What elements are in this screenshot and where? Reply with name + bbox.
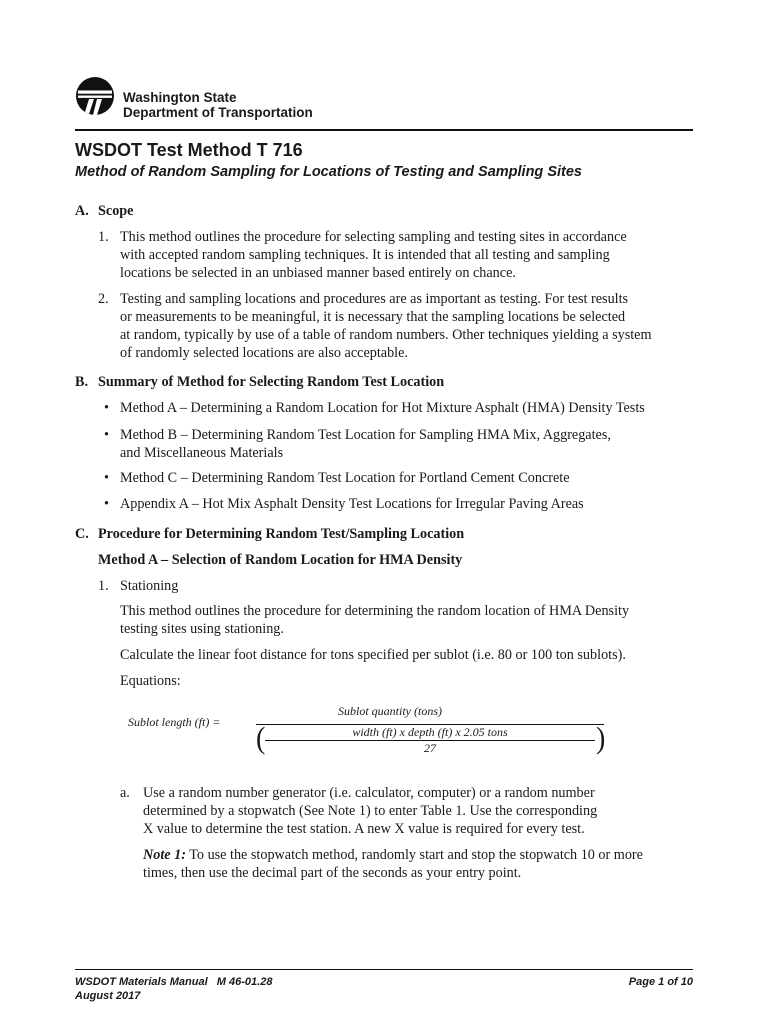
- footer-date: August 2017: [75, 990, 141, 1002]
- wsdot-logo-icon: [75, 76, 115, 116]
- scope-item-2-line-2: or measurements to be meaningful, it is necessary that the sampling locations be selected: [120, 309, 626, 325]
- agency-line-1: Washington State: [123, 90, 237, 105]
- bullet-dot-icon: •: [104, 470, 109, 486]
- summary-bullet-4: Appendix A – Hot Mix Asphalt Density Test Locations for Irregular Paving Areas: [120, 496, 584, 512]
- sub-item-a-label: a.: [120, 785, 130, 801]
- bullet-dot-icon: •: [104, 400, 109, 416]
- scope-item-1-line-3: locations be selected in an unbiased manner based entirely on chance.: [120, 265, 516, 281]
- document-subtitle: Method of Random Sampling for Locations of Testing and Sampling Sites: [75, 164, 582, 180]
- scope-item-1-number: 1.: [98, 229, 109, 245]
- scope-item-2-line-3: at random, typically by use of a table of random numbers. Other techniques yielding a system: [120, 327, 652, 343]
- method-a-heading: Method A – Selection of Random Location for HMA Density: [98, 552, 463, 568]
- note-1-text-line-1: To use the stopwatch method, randomly start and stop the stopwatch 10 or more: [189, 847, 643, 863]
- scope-item-2-line-4: of randomly selected locations are also acceptable.: [120, 345, 408, 361]
- header-rule: [75, 129, 693, 131]
- note-1-text-line-2: times, then use the decimal part of the seconds as your entry point.: [143, 865, 522, 881]
- section-c-label: C.: [75, 526, 89, 542]
- left-parenthesis-icon: (: [256, 721, 266, 756]
- sublot-length-equation: [128, 703, 606, 759]
- sub-item-a-line-2: determined by a stopwatch (See Note 1) to enter Table 1. Use the corresponding: [143, 803, 598, 819]
- equations-label: Equations:: [120, 673, 181, 689]
- footer-manual-reference: WSDOT Materials Manual M 46-01.28: [75, 976, 273, 988]
- equation-inner-denominator: 27: [424, 741, 436, 755]
- sub-item-a-line-1: Use a random number generator (i.e. calculator, computer) or a random number: [143, 785, 595, 801]
- scope-item-2-line-1: Testing and sampling locations and procedures are as important as testing. For test results: [120, 291, 629, 307]
- summary-bullet-3: Method C – Determining Random Test Location for Portland Cement Concrete: [120, 470, 570, 486]
- step-1-number: 1.: [98, 578, 109, 594]
- sub-item-a-line-3: X value to determine the test station. A new X value is required for every test.: [143, 821, 585, 837]
- agency-name: [123, 90, 313, 120]
- section-a-label: A.: [75, 203, 89, 219]
- right-parenthesis-icon: ): [596, 721, 606, 756]
- agency-line-2: Department of Transportation: [123, 105, 313, 120]
- equation-inner-numerator: width (ft) x depth (ft) x 2.05 tons: [352, 725, 508, 739]
- section-b-heading: Summary of Method for Selecting Random Test Location: [98, 374, 445, 390]
- note-1: [143, 846, 643, 864]
- summary-bullet-2-line-1: Method B – Determining Random Test Location for Sampling HMA Mix, Aggregates,: [120, 427, 611, 443]
- agency-logo: [75, 76, 335, 122]
- note-1-label: Note 1:: [143, 847, 186, 863]
- footer-rule: [75, 969, 693, 970]
- step-1-title: Stationing: [120, 578, 179, 594]
- scope-item-2-number: 2.: [98, 291, 109, 307]
- footer-page-number: Page 1 of 10: [628, 976, 693, 988]
- equation-numerator: Sublot quantity (tons): [338, 704, 442, 718]
- equation-lhs: Sublot length (ft) =: [128, 715, 221, 729]
- section-b-label: B.: [75, 374, 89, 390]
- stationing-para-line-1: This method outlines the procedure for determining the random location of HMA Density: [120, 603, 630, 619]
- scope-item-1-line-2: with accepted random sampling techniques. It is intended that all testing and sampling: [120, 247, 610, 263]
- document-title: WSDOT Test Method T 716: [75, 140, 303, 160]
- summary-bullet-2-line-2: and Miscellaneous Materials: [120, 445, 284, 461]
- summary-bullet-1: Method A – Determining a Random Location for Hot Mixture Asphalt (HMA) Density Tests: [120, 400, 645, 416]
- bullet-dot-icon: •: [104, 496, 109, 512]
- calculate-instruction: Calculate the linear foot distance for tons specified per sublot (i.e. 80 or 100 ton sublots).: [120, 647, 626, 663]
- scope-item-1-line-1: This method outlines the procedure for selecting sampling and testing sites in accordance: [120, 229, 627, 245]
- stationing-para-line-2: testing sites using stationing.: [120, 621, 284, 637]
- bullet-dot-icon: •: [104, 427, 109, 443]
- section-c-heading: Procedure for Determining Random Test/Sampling Location: [98, 526, 465, 542]
- section-a-heading: Scope: [98, 203, 134, 219]
